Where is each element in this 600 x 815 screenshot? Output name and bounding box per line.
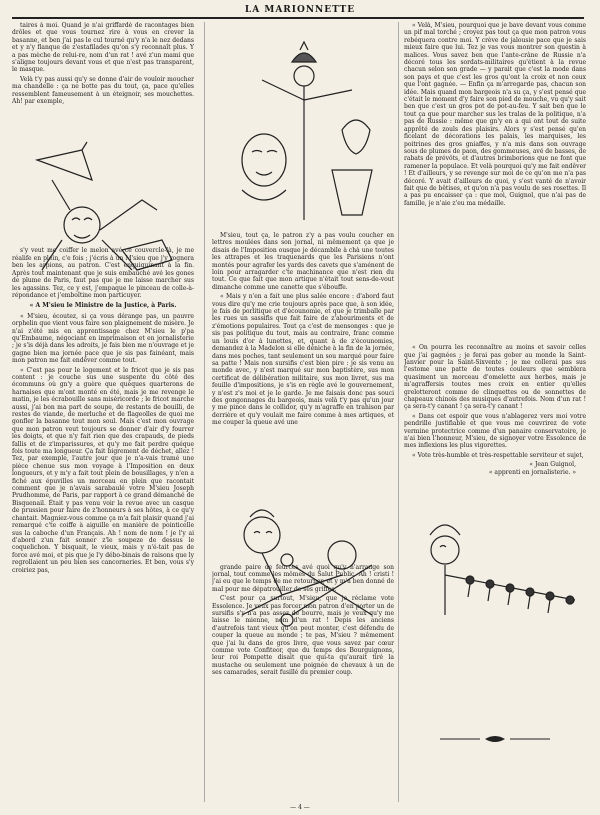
paragraph: « Vote très-humble et très-respettable serviteur et sujet, (412, 451, 584, 459)
column-divider (398, 22, 399, 802)
snuffer-cone (37, 150, 92, 180)
second-puppet-head (328, 541, 356, 569)
header-rule (12, 17, 584, 19)
page-header: LA MARIONNETTE (244, 5, 356, 15)
puppet-arm (100, 200, 157, 230)
paragraph: « C'est pas pour le logement et le fricot que je sis pas content : je couche sus une suspente du côté des écommuns où gn'y a guère que quèques quarterons de harnaises que m'ont monté en été, mais je me revenge le matin, je les écrabouille sans miséricorde ; le fricot marche aussi, j'ai bon ma part de soupe, de restants de bouilli, de restes de viande, de merluche et de flageolles de quoi me gonfler la basanne tout mon soul. Mais c'est mon ouvrage que mon patron veut toujours se donner d'air d'y fourrer les doigts, et que n'y fait rien que des crapauds, de pieds fallis et de z'imparissures, et qu'y me fait perdre quéque fois toute ma longueur. Ça fait bigrement de déchet, allez ! Tez, par exemple, l'autre jour que je n'a-vais tramé une pièce chenue sus mon voyage à l'Imposition en deux longueurs, et y m'y a fait tout plein de bousillages, y n'en a fiché aux épuvilles un morceau en plein que racontait comment que je n'avais sarabaulé votre M'sieu Joseph Prudhomme, de Paris, par rapport à ce grand démanché de Bisquenail. Était y pas venu voir la revue avec un casque de prussien pour faire de z'honneurs à ses hôtes, à ce qu'y chantait. Magniez-vous comme ça m'a fait plaisir quand j'ai remarqué c'te coiffe à aiguille en manière de pointicelle sus la caboche d'un Français. Ah ! nom de nom ! je l'y ai d'abord z'un fait sonner z'le soupeze de dessus le coquelichon. Y bisquait, le vieux, mais y n'é-tait pas de force avé moi, et pis que je l'y débo-binais de raisons que ly regrollaient un peu bien ses cancorneries. Et ben, vous s'y croiriez pas, (12, 366, 194, 574)
helmet-spike (300, 42, 308, 50)
signature-role: « apprenti en jornalisterie. » (488, 469, 576, 477)
paragraph: « Dans cet espoir que vous n'ablagerez vers moi votre pendrille justifiable et que vous me couvrirez de vote vermine protectrice comme d'un panaire conservatoire, je n'ai bien l'honneur, M'sieu, de signoyer votre Essolence de mes inflexions les plus vigorettes. (404, 412, 586, 450)
paragraph: taires à moi. Quand je n'ai griffardé de racontages bien drôles et que vous tournez rire à vous en crever la basanne, et ben j'ai pas le cul tourné qu'y n'a le nez dedans et y n'y flanque de z'estafilades qu'on s'y reconnaît plus. Y a pas mèche de relui-re, nom d'un rat ! avé z'un mami que s'aligne toujours devant vous et que n'est pas transparent, le masque. (12, 22, 194, 74)
paragraph: grande paire de feurces avé quoi qu'y n'arrange son jornal, tout comme les mômes du Salut Public. Ah ! cristi ! j'ai eu que le temps de me retourner, et y m'a ben donné de mal pour me dépatrouiller de ses griffes. (212, 563, 394, 593)
column-3 (404, 22, 586, 802)
paragraph: « M'sieu, écoutez, si ça vous dérange pas, un pauvre orphelin que vient vous faire son plaignement de misère. Je n'ai z'été mis en apprentissage chez M'sieu le p'pa qu'Embaume, négociant en imprimaison et en jornalisterie ; je s'is déjà dans les adroits, je fais bien me n'ouvrage et je gagne bien ma jornée pace que je sis pas fainéant, mais mon patron me fait endêver comme tout. (12, 312, 194, 365)
page-footer: — 4 — (290, 804, 310, 811)
illustration-spacer (404, 209, 586, 344)
signature-name: « Jean Guignol, (529, 461, 576, 469)
paragraph: Velà t'y pas aussi qu'y se donne d'air de vouloir moucher ma chandelle : ça ne botte pas du tout, ça, pace qu'elles ressemblent fameusement à un éteignoir, ses mouchettes. Ah! par exemple, (12, 75, 194, 106)
paragraph: « Velà, M'sieu, pourquoi que je bave devant vous comme un pif mal torché ; croyez pas tout ça que mon patron vous rebéquera contre moi. Y crève de jalousie pace que je sais mieux faire que lui. Tez je vas vous montrer son questin à malices. Vous savez ben que l'ante-crâne de Russie n'a décoré tous les sordats-militaires qu'étient à la revue chacun selon son grade — y parait que c'est la mode dans son pays et que c'est les gros qu'ont la croix et non ceux que l'ont gagnée. — Enfin ça m'arregarde pas, chacun son idée. Mais quand mon bargeois n'a su ça, y s'est pensé que c'était le moment d'y faire son pied de mouche, vu qu'y sait ben que c'est un gros pot de pot-au-feu. Y sait ben que le tout ça que pour marcher sus les tralas de la politique, n'a pas de Russie : même que gn'y en a qui ont tout de suite apprêté de zouls des plaisirs. Alors y s'est pensé qu'en ficelant de décorations les palais, les marquises, les poitrines des gros gniaffes, y n'a mis dans son ouvrage sous de plumes de paon, des gommeuses, avé de basses, de rabats de prévôts, et d'autres brimborions que ne font que ramener la populace. Et velà pourquoi qu'y me fait endêver ! Et d'ailleurs, y se revenge sur moi de ce qu'on me n'a pas décoré. Y avait d'ailleurs de quoi, y s'est vanté de n'avoir fait que de bêtises, et qu'on n'a pas voulu de ses rosettes. Il a pas pu encaisser ça : que moi, Guignol, que n'ai pas de famille, je n'aie z'eu ma médaille. (404, 22, 586, 207)
scissors-illustration (222, 495, 392, 635)
paragraph: « On pourra les reconnaître au moins et savoir celles que j'ai gagnées ; je ferai pas gober au monde la Saint-Janvier pour la Saint-Sixvente ; je me collerai pas sus l'estome une patte de toutes couleurs que semblera quasiment un morceau d'omelette aux herbes, mais je m'agraffersis toutes mes croix en entier qu'elles grelotteront comme de clinquettes ou de sonnettes de chapeaux chinois des musiques d'autrefois. Nom d'un rat ! ça sera-t'y canant ! ça sera-t'y canant ! (404, 344, 586, 411)
paragraph: M'sieu, tout ça, le patron z'y a pas voulu coucher en lettres moulées dans son jornal, ni mêmement ça que je disais de l'Imposition ousque je décambile à chà une toutes les attrapes et les traquenards que les Parisiens n'ont montés pour agrafer les yards des cavets que s'aménent de loin pour arragarder c'te machinance que n'est rien du tout. Ce que fait que mon artique n'était tout sens-de-vout dimanche comme une canette que s'ébouffe. (212, 232, 394, 291)
helmet-figure-illustration (222, 40, 392, 235)
snuffer-object (122, 240, 172, 270)
column-divider (204, 22, 205, 802)
paragraph: C'est pour ça surtout, M'sieu, que je réclame vote Essolence. Je veux pas forcer mon patron d'en porter un de sursifis s'y n'a pas assez de bourre, mais je veux qu'y me laisse le mienne, nom d'un rat ! Depis les anciens d'autrefois tant vieux qu'on peut monter, c'est défendu de couper la queue au monde ; te pas, M'sieu ? mêmement que j'ai lu dans de gros livre, que vous savez par cœur comme vote Confiteor, que du temps des Bourguignons, leur roi Pompette disait que qui-ta qu'aurait tiré la mustache ou seulement une poignée de chevaux à un de ses camarades, serait fusillé du premier coup. (212, 595, 394, 677)
letter-heading: « A M'sieu le Ministre de la Justice, à Paris. (29, 302, 177, 310)
puppet-snuffer-illustration (22, 140, 182, 280)
hat (430, 525, 460, 535)
bust-head (242, 134, 286, 186)
paragraph: s'y veut me coiffer le melon avé ce couvercle-là, je me réalife en plein, c'e fois ; j'écris à un M'sieu que j'y rognera ben les arpions, au patron. C'est enquiquinant à la fin. Après tout maintenant que je suis embauché avé les gones de plume de Paris, faut pas que je me laisse marcher sus les agassins. Tez, ce y est, j'empaque le pinceau de colle-à-répondance et j'emboîtine mon particuyer. (12, 247, 194, 299)
decorated-figure-illustration (410, 505, 585, 635)
spiked-helmet (292, 53, 316, 62)
column-1 (12, 22, 194, 802)
scissors (292, 565, 372, 615)
puppet-head (244, 517, 280, 553)
closing-ornament (440, 735, 550, 743)
girl-head (342, 120, 370, 154)
paragraph: « Mais y n'en a fait une plus salée encore : d'abord faut vous dire qu'y me crie toujours après pace que, à son idée, je fais de porlitique et d'écounomie, et que je trimballe par les rues un sassifis que fait faire de z'abouriments et de z'émotions populaires. Tout ça c'est de mensonges : que je sis pas politique du tout, mais au contraire, franc comme un louis d'or à lunettes, et, quant à de z'écounomies, demandez à la Madelon si elle déniche à la fin de la jornée, dans mes poches, tant seulement un sou marqué pour faire sa patte ! Mais non sursifis c'est bien pire : je sis venu au monde avec, y n'est marqué sur mon baptistère, sus mon certificat de délibération militaire, sus mon livret, sus ma feuille d'impositions, je s'is en règle avé le gouvernement, y n'est z's moi et je le garde. Je me faisais donc pas souci des gongonnages du bargeois, mais velà t'y pas qu'un jour y me pince dans le collidor, qu'y m'agraffe en trahison par derrière et qu'y voulait me faire comme à mes artiques, et me couper la queue avé une (212, 293, 394, 427)
puppet-head (431, 536, 459, 564)
